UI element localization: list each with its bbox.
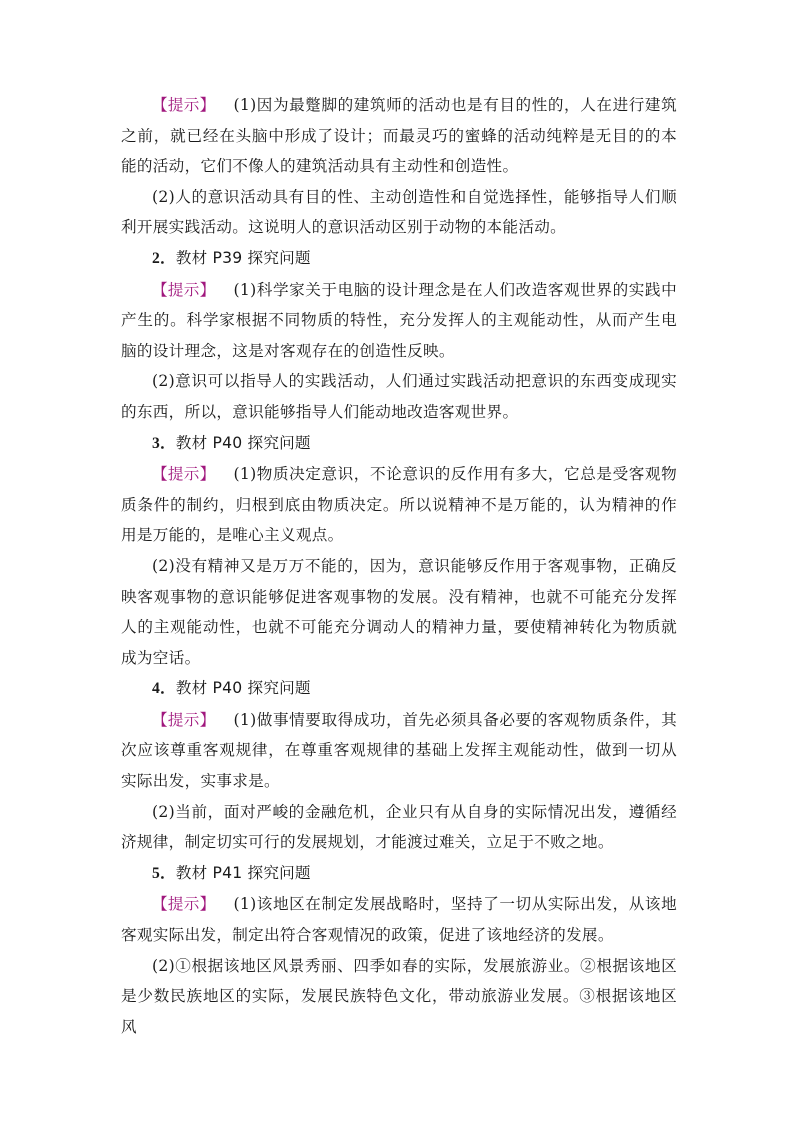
- document-page: [121, 90, 677, 1042]
- answer-text: (2)意识可以指导人的实践活动，人们通过实践活动把意识的东西变成现实的东西，所以，意识能够指导人们能动地改造客观世界。: [121, 372, 677, 421]
- hint-label: 【提示】: [152, 280, 216, 299]
- answer-text: (1)物质决定意识，不论意识的反作用有多大，它总是受客观物质条件的制约，归根到底由物质决定。所以说精神不是万能的，认为精神的作用是万能的，是唯心主义观点。: [121, 465, 677, 545]
- section-heading: [121, 673, 677, 705]
- hint-label: 【提示】: [152, 96, 216, 114]
- section-number: 5．: [152, 864, 176, 882]
- answer-paragraph: [121, 551, 677, 673]
- answer-paragraph: [121, 705, 677, 797]
- answer-text: (1)该地区在制定发展战略时，坚持了一切从实际出发，从该地客观实际出发，制定出符合客观情况的政策，促进了该地经济的发展。: [121, 895, 677, 945]
- hint-label: 【提示】: [152, 895, 216, 914]
- answer-text: (1)因为最蹩脚的建筑师的活动也是有目的性的，人在进行建筑之前，就已经在头脑中形成了设计；而最灵巧的蜜蜂的活动纯粹是无目的的本能的活动，它们不像人的建筑活动具有主动性和创造性。: [121, 96, 677, 176]
- section-number: 3．: [152, 434, 176, 452]
- answer-text: (2)①根据该地区风景秀丽、四季如春的实际，发展旅游业。②根据该地区是少数民族地区的实际，发展民族特色文化，带动旅游业发展。③根据该地区风: [121, 956, 677, 1036]
- answer-text: (2)没有精神又是万万不能的，因为，意识能够反作用于客观事物，正确反映客观事物的意识能够促进客观事物的发展。没有精神，也就不可能充分发挥人的主观能动性，也就不可能充分调动人的精神力量，要使精神转化为物质就成为空话。: [121, 556, 677, 667]
- answer-text: (1)科学家关于电脑的设计理念是在人们改造客观世界的实践中产生的。科学家根据不同物质的特性，充分发挥人的主观能动性，从而产生电脑的设计理念，这是对客观存在的创造性反映。: [121, 280, 677, 360]
- answer-text: (2)人的意识活动具有目的性、主动创造性和自觉选择性，能够指导人们顺利开展实践活动。这说明人的意识活动区别于动物的本能活动。: [121, 187, 677, 237]
- section-title: 教材 P40 探究问题: [175, 433, 311, 452]
- section-heading: [121, 858, 677, 890]
- hint-label: 【提示】: [152, 465, 216, 484]
- section-title: 教材 P39 探究问题: [175, 248, 311, 267]
- answer-paragraph: [121, 366, 677, 427]
- section-heading: [121, 428, 677, 460]
- section-title: 教材 P41 探究问题: [175, 863, 311, 882]
- section-heading: [121, 243, 677, 275]
- answer-paragraph: [121, 182, 677, 243]
- answer-text: (1)做事情要取得成功，首先必须具备必要的客观物质条件，其次应该尊重客观规律，在尊重客观规律的基础上发挥主观能动性，做到一切从实际出发，实事求是。: [121, 710, 677, 791]
- section-title: 教材 P40 探究问题: [175, 679, 311, 698]
- section-number: 4．: [152, 680, 176, 698]
- hint-label: 【提示】: [152, 710, 216, 729]
- answer-text: (2)当前，面对严峻的金融危机，企业只有从自身的实际情况出发，遵循经济规律，制定切实可行的发展规划，才能渡过难关，立足于不败之地。: [121, 802, 677, 852]
- answer-paragraph: [121, 951, 677, 1043]
- answer-paragraph: [121, 889, 677, 950]
- answer-paragraph: [121, 90, 677, 182]
- section-number: 2．: [152, 249, 176, 267]
- answer-paragraph: [121, 797, 677, 858]
- answer-paragraph: [121, 459, 677, 551]
- answer-paragraph: [121, 275, 677, 367]
